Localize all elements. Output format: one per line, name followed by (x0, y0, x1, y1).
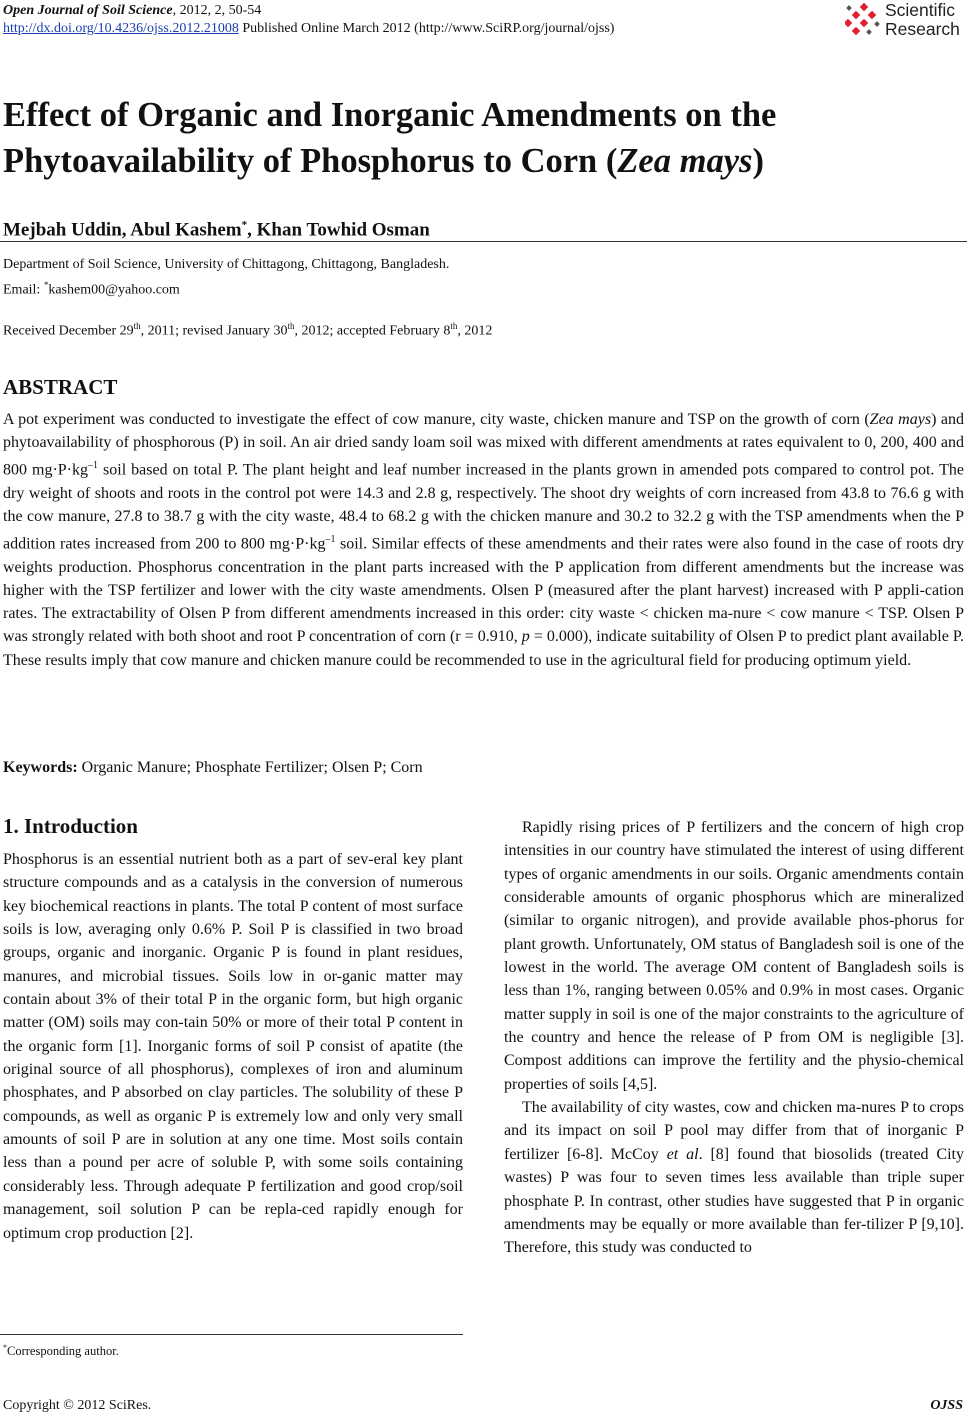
abstract-heading: ABSTRACT (3, 375, 118, 399)
intro-paragraph-3 (504, 1096, 964, 1259)
footnote-text: Corresponding author. (7, 1344, 119, 1359)
author-names-2: , Khan Towhid Osman (247, 219, 430, 241)
paragraph-text: . [8] found that biosolids (treated City wastes) P was four to seven times less available than triple super phosphate P. In contrast, other studies have suggested that P in organic amendments may be equally or more available than fer-tilizer P [9,10]. Therefore, this study was conducted to (504, 1145, 964, 1257)
intro-paragraph-2: Rapidly rising prices of P fertilizers and the concern of high crop intensities in our country have stimulated the interest of using different types of organic amendments in our soils. Organic amendments contain considerable amounts of organic phosphorus which are mineralized (similar to organic nitrogen), and provide available phos-phorus for plant growth. Unfortunately, OM status of Bangladesh soil is one of the lowest in the world. The average OM content of Bangladesh soils is less than 1%, ranging between 0.05% and 0.9% in most cases. Organic matter supply in soil is one of the major constraints to the agriculture of the country and hence the release of P from OM is negligible [3]. Compost additions can improve the fertility and the physio-chemical properties of soils [4,5]. (504, 819, 964, 1093)
title-close: ) (752, 142, 764, 180)
abstract-species: Zea mays (869, 411, 932, 428)
corresponding-mark: * (241, 219, 248, 231)
abstract-text: = 0.000), indicate suitability of Olsen P to predict plant available P. These results imply that cow manure and chicken manure could be recommended to use in the agricultural field for producing optimum yield. (3, 628, 964, 669)
right-column (504, 816, 964, 1260)
journal-abbreviation: OJSS (930, 1398, 963, 1413)
logo-wordmark (885, 1, 960, 39)
title-species: Zea mays (617, 142, 753, 180)
year-text: , 2012 (457, 323, 493, 339)
abstract-text: soil. Similar effects of these amendments and their rates were also found in the case of roots dry weights production. Phosphorus concentration in the plant parts increased with the P application from different amendments but the increase was higher with the TSP fertilizer and lower with the city waste amendments. Olsen P (measured after the plant harvest) increased with P appli-cation rates. The extractability of Olsen P from different amendments increased in this order: city waste < chicken ma-nure < cow manure < TSP. Olsen P was strongly related with both shoot and root P concentration of corn (r = 0.910, (3, 535, 964, 646)
journal-name: Open Journal of Soil Science (3, 3, 173, 18)
journal-citation (3, 2, 261, 19)
logo-line-1: Scientific (885, 0, 956, 20)
copyright: Copyright © 2012 SciRes. (3, 1398, 152, 1413)
keywords (3, 757, 423, 779)
et-al: et al (666, 1145, 699, 1163)
author-names-1: Mejbah Uddin, Abul Kashem (3, 219, 242, 241)
ordinal: th (287, 321, 295, 331)
scientific-research-logo (845, 0, 963, 44)
ordinal: th (450, 321, 458, 331)
publication-info (3, 20, 614, 37)
abstract-text: ) and phytoavailability of phosphorous (P) in soil. An air dried sandy loam soil was mixed with different amendments at rates equivalent to 0, 200, 400 and 800 mg·P·kg (3, 411, 964, 479)
email-mark: * (43, 280, 49, 290)
paragraph-text: The availability of city wastes, cow and chicken ma-nures P to crops and its impact on soil P pool may differ from that of inorganic P fertilizer [6-8]. McCoy (504, 1099, 964, 1163)
scirp-logo-icon (845, 2, 883, 40)
title-text: Effect of Organic and Inorganic Amendments on the Phytoavailability of Phosphorus to Corn ( (3, 96, 777, 180)
abstract-text: soil based on total P. The plant height and leaf number increased in the plants grown in amended pots compared to control pot. The dry weight of shoots and roots in the control pot were 14.3 and 2.8 g, respectively. The shoot dry weights of corn increased from 43.8 to 76.6 g with the cow manure, 27.8 to 38.7 g with the city waste, 48.4 to 68.2 g with the chicken manure and 30.2 to 32.2 g with the TSP amendments when the P addition rates increased from 200 to 800 mg·P·kg (3, 461, 965, 553)
abstract-body (3, 408, 964, 672)
abstract-text: A pot experiment was conducted to investigate the effect of cow manure, city waste, chicken manure and TSP on the growth of corn ( (3, 411, 870, 428)
p-value-symbol: p (521, 628, 530, 646)
footnote (3, 1340, 119, 1359)
footnote-mark: * (3, 1343, 7, 1352)
superscript: –1 (88, 460, 99, 472)
email-address: kashem00@yahoo.com (48, 282, 180, 298)
footnote-divider (0, 1334, 463, 1335)
section-heading-introduction: 1. Introduction (3, 814, 138, 838)
keywords-label: Keywords: (3, 759, 78, 776)
accepted-text: , 2012; accepted February 8 (294, 323, 451, 339)
left-column (3, 848, 463, 1245)
received-text: Received December 29 (3, 323, 134, 339)
email-label: Email: (3, 282, 44, 298)
superscript: –1 (325, 534, 336, 546)
divider (0, 241, 967, 242)
email-line (3, 275, 180, 301)
keywords-list: Organic Manure; Phosphate Fertilizer; Olsen P; Corn (77, 759, 423, 776)
doi-link[interactable]: http://dx.doi.org/10.4236/ojss.2012.21008 (3, 21, 239, 36)
journal-volume: , 2012, 2, 50-54 (172, 3, 262, 18)
revised-text: , 2011; revised January 30 (140, 323, 288, 339)
intro-paragraph-1: Phosphorus is an essential nutrient both as a part of sev-eral key plant structure compounds and as a catalysis in the conversion of numerous key biochemical reactions in plants. The total P content of most surface soils is low, averaging only 0.6% P. Soil P is classified in two broad groups, organic and inorganic. Organic P is found in plant residues, manures, and microbial tissues. Soils low in or-ganic matter may contain about 3% of their total P in the organic form, but high organic matter (OM) soils may con-tain 50% or more of their total P content in the organic form [1]. Inorganic forms of soil P consist of apatite (the original source of all phosphorus), complexes of iron and aluminum phosphates, and P absorbed on clay particles. The solubility of these P compounds, as well as organic P is extremely low and only very small amounts of soil P are in solution at any one time. Most soils contain less than a pound per acre of soluble P, with some soils containing considerably less. Through adequate P fertilization and good crop/soil management, soil solution P can be repla-ced rapidly enough for optimum crop production [2]. (3, 851, 463, 1242)
affiliation: Department of Soil Science, University of Chittagong, Chittagong, Bangladesh. (3, 257, 450, 272)
logo-line-2: Research (885, 19, 960, 39)
published-online-text: Published Online March 2012 (http://www.SciRP.org/journal/ojss) (238, 21, 615, 36)
received-dates (3, 316, 492, 342)
ordinal: th (133, 321, 141, 331)
authors (3, 212, 430, 243)
paper-title (3, 92, 943, 184)
